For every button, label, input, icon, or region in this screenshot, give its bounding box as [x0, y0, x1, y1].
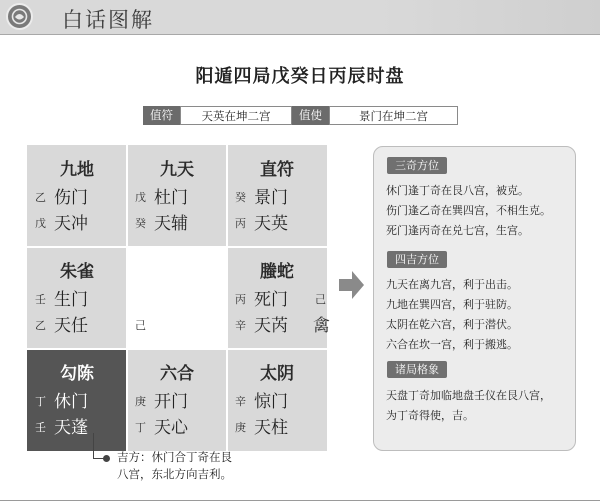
right-arrow-icon — [339, 270, 365, 304]
palace-cell — [227, 247, 330, 349]
palace-stem: 丙 — [235, 293, 246, 306]
header-decoration — [380, 0, 600, 34]
palace-stem: 乙 — [35, 319, 46, 332]
palace-star: 天任 — [54, 316, 88, 336]
explanation-line: 六合在坎一宫，利于搬逃。 — [386, 338, 518, 351]
bottom-divider — [0, 500, 600, 501]
palace-stem: 壬 — [35, 293, 46, 306]
palace-stem: 壬 — [35, 421, 46, 434]
palace-star: 天芮 — [254, 316, 288, 336]
palace-god: 太阴 — [260, 364, 294, 384]
palace-stem: 戊 — [35, 217, 46, 230]
palace-star: 天柱 — [254, 418, 288, 438]
palace-door: 伤门 — [54, 188, 88, 208]
palace-door: 死门 — [254, 290, 288, 310]
palace-stem: 戊 — [135, 191, 146, 204]
palace-cell — [27, 247, 127, 349]
palace-star: 天冲 — [54, 214, 88, 234]
palace-stem: 丙 — [235, 217, 246, 230]
palace-god: 勾陈 — [60, 364, 94, 384]
palace-grid — [27, 145, 330, 451]
zhifu-value: 天英在坤二宫 — [180, 106, 292, 125]
palace-door: 惊门 — [254, 392, 288, 412]
palace-stem: 丁 — [135, 421, 146, 434]
zhifu-tag: 值符 — [143, 106, 180, 125]
zhishi-value: 景门在坤二宫 — [329, 106, 458, 125]
explanation-line: 休门逢丁奇在艮八宫，被克。 — [386, 184, 529, 197]
palace-stem: 癸 — [235, 191, 246, 204]
explanation-line: 死门逢丙奇在兑七宫，生宫。 — [386, 224, 529, 237]
palace-star: 天心 — [154, 418, 188, 438]
palace-god: 螣蛇 — [260, 262, 294, 282]
palace-god: 朱雀 — [60, 262, 94, 282]
explanation-line: 九地在巽四宫，利于驻防。 — [386, 298, 518, 311]
palace-stem: 庚 — [135, 395, 146, 408]
palace-extra-star: 禽 — [313, 316, 330, 336]
grid-divider — [27, 246, 327, 248]
palace-door: 开门 — [154, 392, 188, 412]
palace-stem: 庚 — [235, 421, 246, 434]
palace-door: 生门 — [54, 290, 88, 310]
palace-cell-highlighted — [27, 349, 127, 451]
callout-text — [117, 449, 292, 483]
palace-stem: 乙 — [35, 191, 46, 204]
palace-cell — [27, 145, 127, 247]
grid-divider — [226, 145, 228, 451]
palace-god: 直符 — [260, 160, 294, 180]
explanation-line: 伤门逢乙奇在巽四宫，不相生克。 — [386, 204, 551, 217]
callout-line-text: 吉方：休门合丁奇在艮 — [117, 450, 232, 464]
palace-star: 天蓬 — [54, 418, 88, 438]
callout-line — [93, 433, 94, 459]
palace-cell — [227, 349, 327, 451]
header-bar — [0, 0, 600, 35]
palace-cell — [127, 349, 227, 451]
palace-door: 景门 — [254, 188, 288, 208]
grid-divider — [126, 145, 128, 451]
section-title-geju: 诸局格象 — [387, 361, 447, 378]
palace-stem: 辛 — [235, 395, 246, 408]
palace-stem: 辛 — [235, 319, 246, 332]
section-title-siji: 四吉方位 — [387, 251, 447, 268]
palace-god: 九天 — [160, 160, 194, 180]
palace-cell — [227, 145, 327, 247]
palace-center-stem: 己 — [135, 319, 146, 332]
logo-icon — [6, 3, 33, 30]
palace-door: 休门 — [54, 392, 88, 412]
palace-god: 六合 — [160, 364, 194, 384]
explanation-line: 天盘丁奇加临地盘壬仪在艮八宫， — [386, 389, 551, 402]
palace-center-cell — [127, 247, 227, 349]
palace-cell — [127, 145, 227, 247]
explanation-line: 九天在离九宫，利于出击。 — [386, 278, 518, 291]
callout-line-text: 八宫，东北方向吉利。 — [117, 467, 232, 481]
page-title: 阳遁四局戊癸日丙辰时盘 — [195, 66, 405, 87]
palace-stem: 丁 — [35, 395, 46, 408]
explanation-line: 为丁奇得使，吉。 — [386, 409, 474, 422]
header-title: 白话图解 — [62, 8, 154, 32]
palace-extra-stem: 己 — [315, 293, 326, 306]
info-bar — [143, 106, 458, 125]
palace-star: 天英 — [254, 214, 288, 234]
palace-door: 杜门 — [154, 188, 188, 208]
zhishi-tag: 值使 — [292, 106, 329, 125]
palace-god: 九地 — [60, 160, 94, 180]
explanation-line: 太阴在乾六宫，利于潜伏。 — [386, 318, 518, 331]
grid-divider — [27, 348, 327, 350]
explanation-panel — [373, 146, 576, 451]
callout-dot — [103, 455, 110, 462]
palace-star: 天辅 — [154, 214, 188, 234]
section-title-sanqi: 三奇方位 — [387, 157, 447, 174]
palace-stem: 癸 — [135, 217, 146, 230]
